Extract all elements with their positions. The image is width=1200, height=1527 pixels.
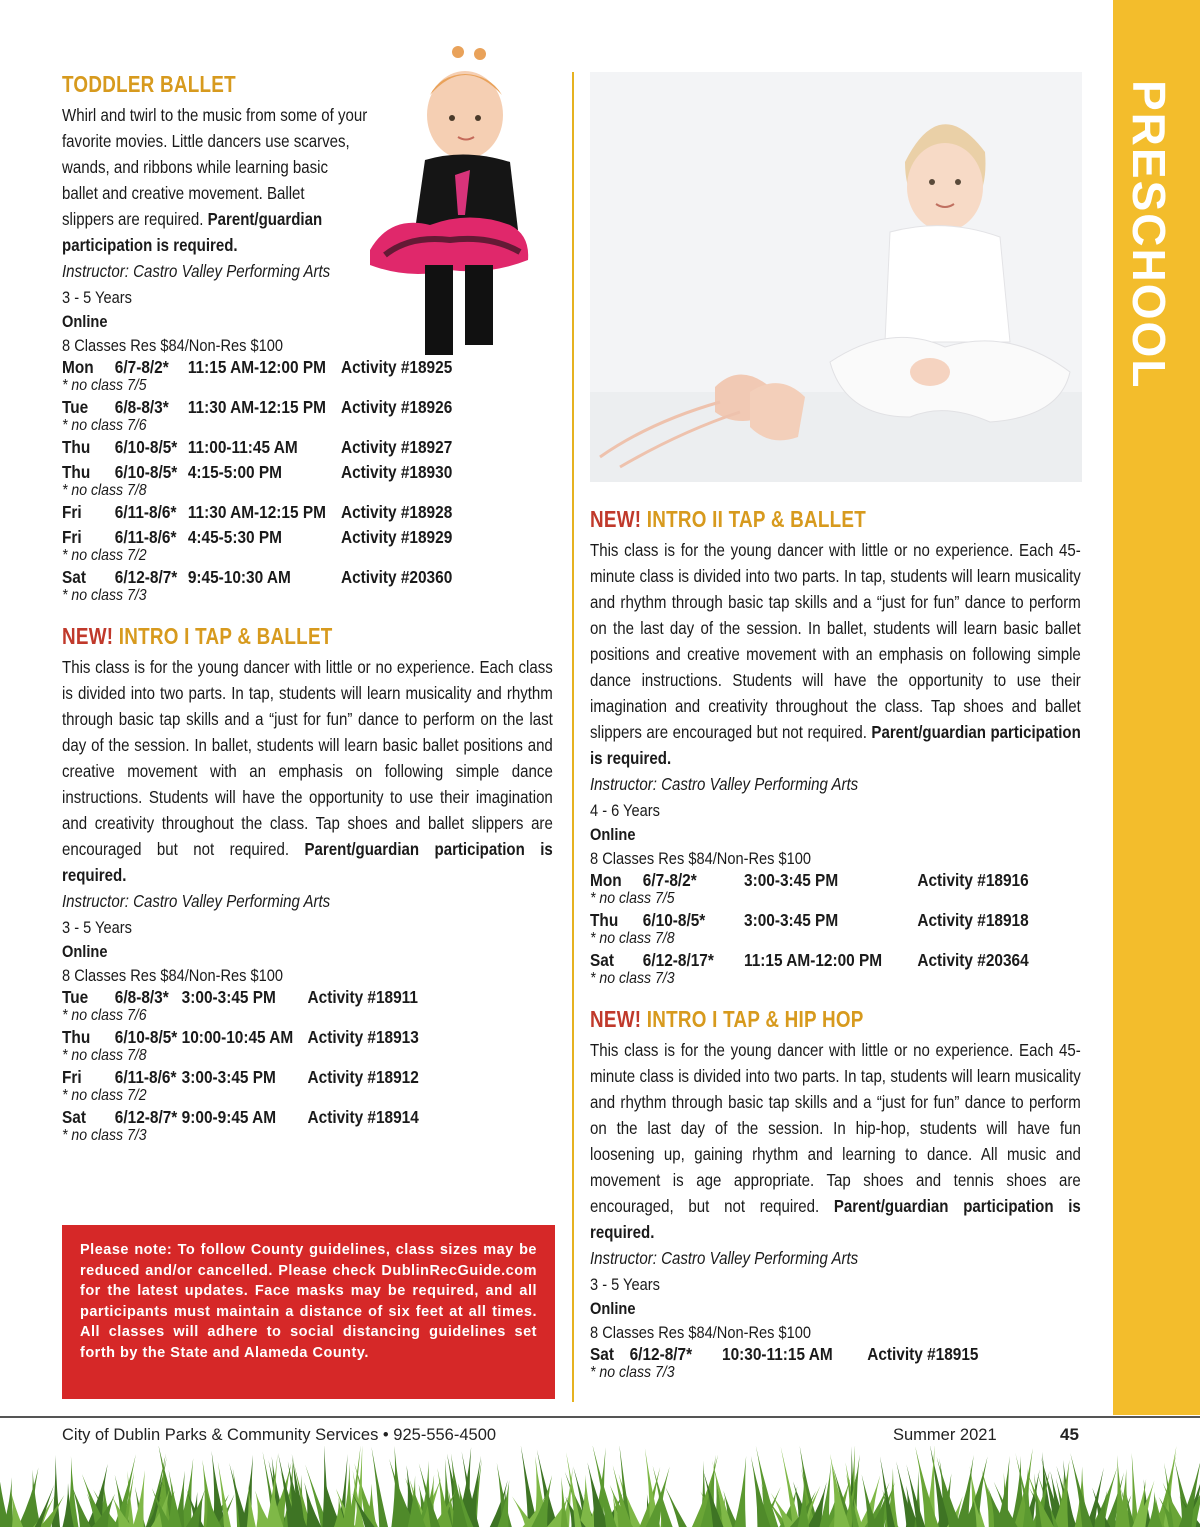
schedule-dates: 6/10-8/5* — [642, 910, 706, 930]
schedule-activity: Activity #18925 — [340, 357, 453, 377]
footer-season: Summer 2021 — [893, 1426, 997, 1444]
schedule-row — [590, 950, 1029, 970]
schedule-day: Sat — [62, 1107, 86, 1127]
left-column — [62, 70, 554, 1148]
desc-line: Whirl and twirl to the music from some of your — [62, 105, 368, 125]
schedule-time: 11:30 AM-12:15 PM — [187, 502, 326, 522]
desc-line: favorite movies. Little dancers use scarves, — [62, 131, 350, 151]
schedule-activity: Activity #18915 — [867, 1344, 979, 1364]
grass-blade — [734, 1456, 746, 1527]
schedule-day: Sat — [62, 567, 86, 587]
section-tab-label-wrap — [1123, 80, 1176, 390]
schedule-time: 4:15-5:00 PM — [187, 462, 282, 482]
schedule-dates: 6/12-8/17* — [642, 950, 714, 970]
instructor: Instructor: Castro Valley Performing Arts — [590, 774, 859, 794]
schedule-activity: Activity #20364 — [917, 950, 1029, 970]
schedule-dates: 6/12-8/7* — [114, 1107, 178, 1127]
schedule-time: 4:45-5:30 PM — [187, 527, 282, 547]
schedule-row — [62, 358, 495, 377]
schedule-day: Tue — [62, 397, 89, 417]
schedule-note: * no class 7/2 — [62, 547, 147, 564]
schedule-note: * no class 7/8 — [62, 1047, 147, 1064]
schedule-day: Mon — [62, 357, 94, 377]
schedule-note: * no class 7/3 — [590, 970, 675, 987]
class-fees: 8 Classes Res $84/Non-Res $100 — [590, 1323, 812, 1342]
grass-blade — [133, 1470, 145, 1527]
schedule-dates: 6/10-8/5* — [114, 1027, 178, 1047]
schedule-table — [590, 1345, 1082, 1381]
class-format: Online — [590, 1299, 636, 1318]
schedule-time: 3:00-3:45 PM — [181, 1067, 276, 1087]
intro1-tap-ballet-title: NEW! INTRO I TAP & BALLET — [62, 623, 333, 649]
schedule-activity: Activity #18926 — [340, 397, 453, 417]
schedule-note: * no class 7/8 — [62, 482, 147, 499]
schedule-note: * no class 7/2 — [62, 1087, 147, 1104]
right-column — [590, 505, 1082, 1385]
grass-decoration — [0, 1446, 1200, 1527]
class-format: Online — [590, 825, 636, 844]
schedule-activity: Activity #18916 — [917, 870, 1029, 890]
schedule-row — [62, 1108, 495, 1127]
section-tab-label: PRESCHOOL — [1123, 80, 1175, 390]
schedule-time: 11:30 AM-12:15 PM — [187, 397, 326, 417]
schedule-activity: Activity #18927 — [340, 437, 453, 457]
schedule-day: Mon — [590, 870, 622, 890]
schedule-day: Thu — [62, 437, 91, 457]
instructor: Instructor: Castro Valley Performing Arts — [62, 891, 331, 911]
schedule-day: Thu — [62, 1027, 91, 1047]
schedule-time: 3:00-3:45 PM — [744, 910, 839, 930]
schedule-table — [62, 988, 554, 1144]
covid-note-box — [62, 1225, 555, 1399]
age-range: 3 - 5 Years — [62, 288, 132, 307]
schedule-row — [62, 1068, 495, 1087]
schedule-day: Fri — [62, 527, 82, 547]
schedule-time: 10:00-10:45 AM — [181, 1027, 294, 1047]
schedule-dates: 6/12-8/7* — [629, 1344, 693, 1364]
schedule-day: Thu — [590, 910, 619, 930]
schedule-time: 11:15 AM-12:00 PM — [744, 950, 883, 970]
instructor: Instructor: Castro Valley Performing Arts — [590, 1248, 859, 1268]
toddler-ballet-description — [62, 102, 392, 258]
schedule-note: * no class 7/3 — [62, 587, 147, 604]
schedule-day: Fri — [62, 502, 82, 522]
desc-bold: Parent/guardian — [207, 209, 323, 229]
grass-blade — [114, 1454, 136, 1527]
schedule-row — [62, 398, 495, 417]
schedule-note: * no class 7/8 — [590, 930, 675, 947]
schedule-activity: Activity #18928 — [340, 502, 453, 522]
schedule-time: 9:00-9:45 AM — [181, 1107, 277, 1127]
intro1-tap-hiphop-title: NEW! INTRO I TAP & HIP HOP — [590, 1006, 864, 1032]
schedule-row — [62, 463, 495, 482]
schedule-activity: Activity #20360 — [340, 567, 453, 587]
schedule-row — [62, 503, 495, 522]
schedule-day: Thu — [62, 462, 91, 482]
schedule-note: * no class 7/6 — [62, 417, 147, 434]
schedule-dates: 6/8-8/3* — [114, 987, 169, 1007]
intro2-tap-ballet-title: NEW! INTRO II TAP & BALLET — [590, 506, 867, 532]
class-fees: 8 Classes Res $84/Non-Res $100 — [62, 966, 284, 985]
schedule-row — [62, 568, 495, 587]
schedule-activity: Activity #18914 — [307, 1107, 419, 1127]
schedule-row — [590, 910, 1029, 930]
schedule-note: * no class 7/3 — [62, 1127, 147, 1144]
schedule-time: 11:15 AM-12:00 PM — [187, 357, 326, 377]
schedule-dates: 6/11-8/6* — [114, 502, 177, 522]
schedule-time: 3:00-3:45 PM — [744, 870, 839, 890]
instructor: Instructor: Castro Valley Performing Arts — [62, 261, 331, 281]
schedule-activity: Activity #18930 — [340, 462, 453, 482]
ballerina-photo — [590, 72, 1082, 482]
schedule-table — [62, 358, 554, 604]
schedule-note: * no class 7/5 — [62, 377, 147, 394]
schedule-row — [590, 1345, 1023, 1364]
page-number: 45 — [1060, 1425, 1079, 1444]
schedule-dates: 6/11-8/6* — [114, 527, 177, 547]
schedule-day: Tue — [62, 987, 89, 1007]
schedule-activity: Activity #18911 — [307, 987, 418, 1007]
class-format: Online — [62, 312, 108, 331]
schedule-time: 10:30-11:15 AM — [722, 1344, 833, 1364]
schedule-note: * no class 7/5 — [590, 890, 675, 907]
schedule-row — [62, 1028, 495, 1047]
age-range: 3 - 5 Years — [62, 918, 132, 937]
schedule-day: Sat — [590, 1344, 614, 1364]
schedule-time: 3:00-3:45 PM — [181, 987, 276, 1007]
intro1-tap-ballet-description: This class is for the young dancer with little or no experience. Each class is divided into two parts. In tap, students will learn musicality and rhythm through basic tap skills and a “just for fun” dance to perform on the last day of the session. In ballet, students will learn basic ballet positions and creative movement with an emphasis on following simple dance instructions. Students will have the opportunity to use their imagination and creativity throughout the class. Tap shoes and ballet slippers are encouraged but not required. Parent/guardian participation is required. — [62, 657, 553, 885]
schedule-table — [590, 871, 1082, 987]
schedule-day: Sat — [590, 950, 614, 970]
class-format: Online — [62, 942, 108, 961]
schedule-row — [62, 528, 495, 547]
schedule-dates: 6/8-8/3* — [114, 397, 169, 417]
intro1-tap-hiphop-description: This class is for the young dancer with little or no experience. Each 45-minute class is divided into two parts. In tap, students will learn musicality and rhythm through basic tap skills and a “just for fun” dance to perform on the last day of the session. In hip-hop, students will have fun loosening up, gaining rhythm and learning to dance. All music and movement is age appropriate. Tap shoes and tennis shoes are encouraged, but not required. Parent/guardian participation is required. — [590, 1040, 1081, 1242]
desc-line: ballet and creative movement. Ballet — [62, 183, 305, 203]
schedule-dates: 6/12-8/7* — [114, 567, 178, 587]
age-range: 4 - 6 Years — [590, 801, 660, 820]
schedule-day: Fri — [62, 1067, 82, 1087]
schedule-dates: 6/7-8/2* — [642, 870, 697, 890]
schedule-dates: 6/11-8/6* — [114, 1067, 177, 1087]
schedule-note: * no class 7/3 — [590, 1364, 675, 1381]
schedule-dates: 6/7-8/2* — [114, 357, 169, 377]
grass-blade — [322, 1446, 330, 1527]
desc-line: wands, and ribbons while learning basic — [62, 157, 329, 177]
footer-organization: City of Dublin Parks & Community Services • 925-556-4500 — [62, 1426, 497, 1444]
schedule-time: 9:45-10:30 AM — [187, 567, 291, 587]
schedule-activity: Activity #18913 — [307, 1027, 419, 1047]
schedule-row — [590, 870, 1029, 890]
schedule-row — [62, 988, 495, 1007]
schedule-activity: Activity #18918 — [917, 910, 1029, 930]
schedule-dates: 6/10-8/5* — [114, 437, 178, 457]
desc-bold: participation is required. — [62, 235, 238, 255]
class-fees: 8 Classes Res $84/Non-Res $100 — [62, 336, 284, 355]
age-range: 3 - 5 Years — [590, 1275, 660, 1294]
footer-rule — [0, 1416, 1200, 1418]
schedule-dates: 6/10-8/5* — [114, 462, 178, 482]
desc-line: slippers are required. — [62, 209, 204, 229]
toddler-ballet-title: TODDLER BALLET — [62, 71, 236, 97]
schedule-activity: Activity #18929 — [340, 527, 453, 547]
schedule-activity: Activity #18912 — [307, 1067, 419, 1087]
covid-note-text: Please note: To follow County guidelines, class sizes may be reduced and/or cancelled. Please check DublinRecGuide.com for the latest updates. Face masks may be required, and all participants must maintain a distance of six feet at all times. All classes will adhere to social distancing guidelines set forth by the State and Alameda County. — [80, 1242, 537, 1361]
intro2-tap-ballet-description: This class is for the young dancer with little or no experience. Each 45-minute class is divided into two parts. In tap, students will learn musicality and rhythm through basic tap skills and a “just for fun” dance to perform on the last day of the session. In ballet, students will learn basic ballet positions and creative movement with an emphasis on following simple dance instructions. Students will have the opportunity to use their imagination and creativity throughout the class. Tap shoes and ballet slippers are encouraged but not required. Parent/guardian participation is required. — [590, 540, 1081, 768]
column-divider — [572, 72, 574, 1402]
schedule-note: * no class 7/6 — [62, 1007, 147, 1024]
schedule-row — [62, 438, 495, 457]
schedule-time: 11:00-11:45 AM — [187, 437, 298, 457]
class-fees: 8 Classes Res $84/Non-Res $100 — [590, 849, 812, 868]
